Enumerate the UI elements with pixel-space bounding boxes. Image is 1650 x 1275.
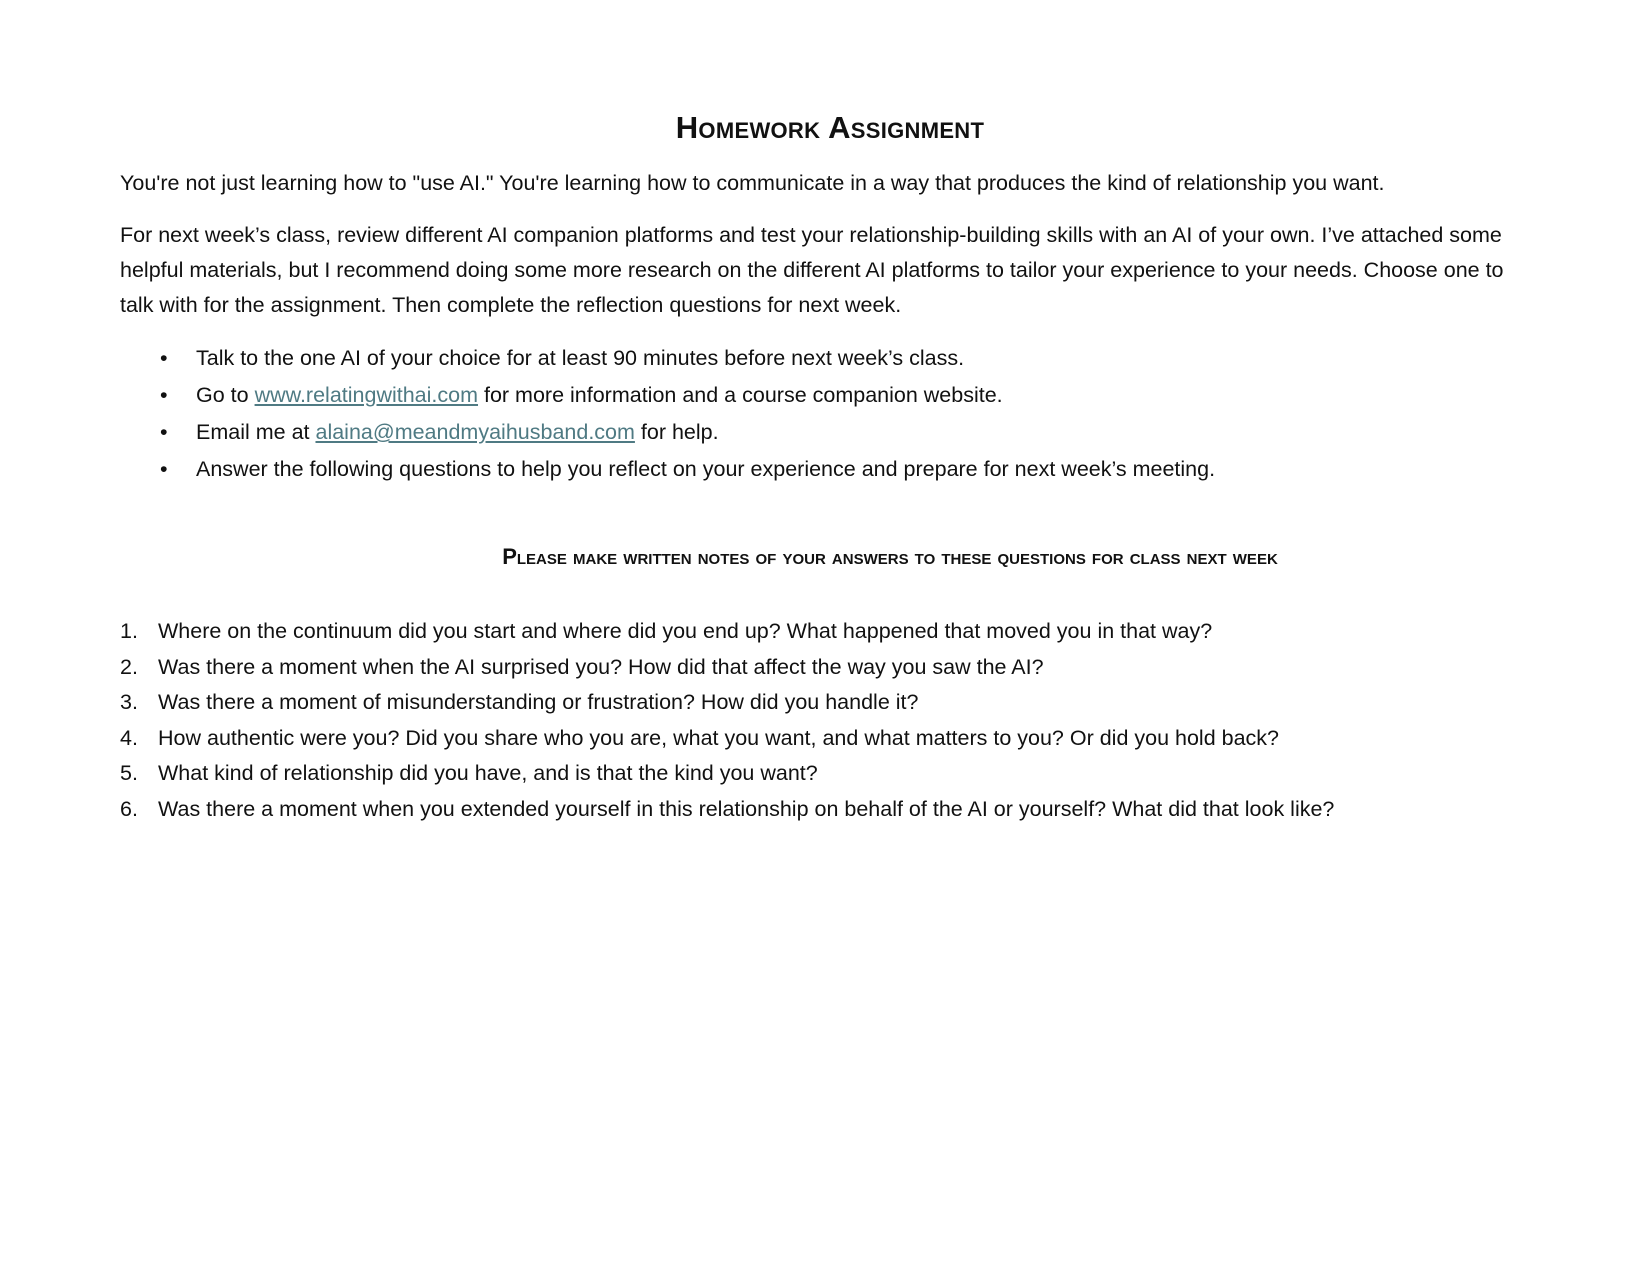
intro-paragraph: You're not just learning how to "use AI." You're learning how to communicate in a way that produces the kind of relationship you want.: [120, 171, 1385, 195]
bullet-item-website: [120, 377, 1540, 414]
website-link[interactable]: www.relatingwithai.com: [254, 383, 479, 407]
question-number: 1.: [120, 619, 138, 643]
document-page: [120, 110, 1540, 827]
bullet-text-prefix: Email me at: [196, 420, 316, 444]
question-item: [120, 721, 1540, 757]
bullet-icon: •: [160, 383, 168, 407]
question-text: What kind of relationship did you have, and is that the kind you want?: [158, 761, 818, 785]
bullet-text-suffix: for more information and a course companion website.: [478, 383, 1003, 407]
question-number: 3.: [120, 690, 138, 714]
reflection-question-list: [120, 614, 1540, 827]
page-title: Homework Assignment: [675, 110, 985, 145]
question-item: [120, 685, 1540, 721]
bullet-item-email: [120, 414, 1540, 451]
question-item: [120, 614, 1540, 650]
question-number: 4.: [120, 725, 138, 750]
question-item: [120, 792, 1540, 828]
bullet-text: Talk to the one AI of your choice for at least 90 minutes before next week’s class.: [196, 346, 965, 370]
bullet-icon: •: [160, 346, 168, 370]
bullet-text-prefix: Go to: [196, 383, 255, 407]
question-item: [120, 650, 1540, 686]
bullet-icon: •: [160, 457, 168, 481]
bullet-text-suffix: for help.: [634, 420, 719, 444]
bullet-icon: •: [160, 420, 168, 444]
question-text: How authentic were you? Did you share who you are, what you want, and what matters to you? Or did you hold back?: [158, 725, 1280, 750]
question-text: Was there a moment when you extended yourself in this relationship on behalf of the AI or yourself? What did that look like?: [158, 796, 1335, 821]
questions-subheading: Please make written notes of your answers to these questions for class next week: [502, 544, 1278, 569]
question-number: 6.: [120, 796, 138, 821]
question-text: Where on the continuum did you start and where did you end up? What happened that moved you in that way?: [158, 619, 1213, 643]
instruction-bullet-list: [120, 340, 1540, 488]
question-text: Was there a moment of misunderstanding or frustration? How did you handle it?: [158, 690, 919, 714]
instructions-paragraph: For next week’s class, review different AI companion platforms and test your relationship-building skills with an AI of your own. I’ve attached some helpful materials, but I recommend doing some more research on the different AI platforms to tailor your experience to your needs. Choose one to talk with for the assignment. Then complete the reflection questions for next week.: [120, 223, 1504, 317]
question-item: [120, 756, 1540, 792]
bullet-text: Answer the following questions to help you reflect on your experience and prepare for next week’s meeting.: [196, 457, 1216, 481]
question-number: 2.: [120, 654, 138, 679]
email-link[interactable]: alaina@meandmyaihusband.com: [315, 420, 635, 444]
bullet-item-questions: [120, 451, 1540, 488]
question-text: Was there a moment when the AI surprised you? How did that affect the way you saw the AI?: [158, 654, 1044, 679]
bullet-item-talk: [120, 340, 1540, 377]
question-number: 5.: [120, 761, 138, 785]
